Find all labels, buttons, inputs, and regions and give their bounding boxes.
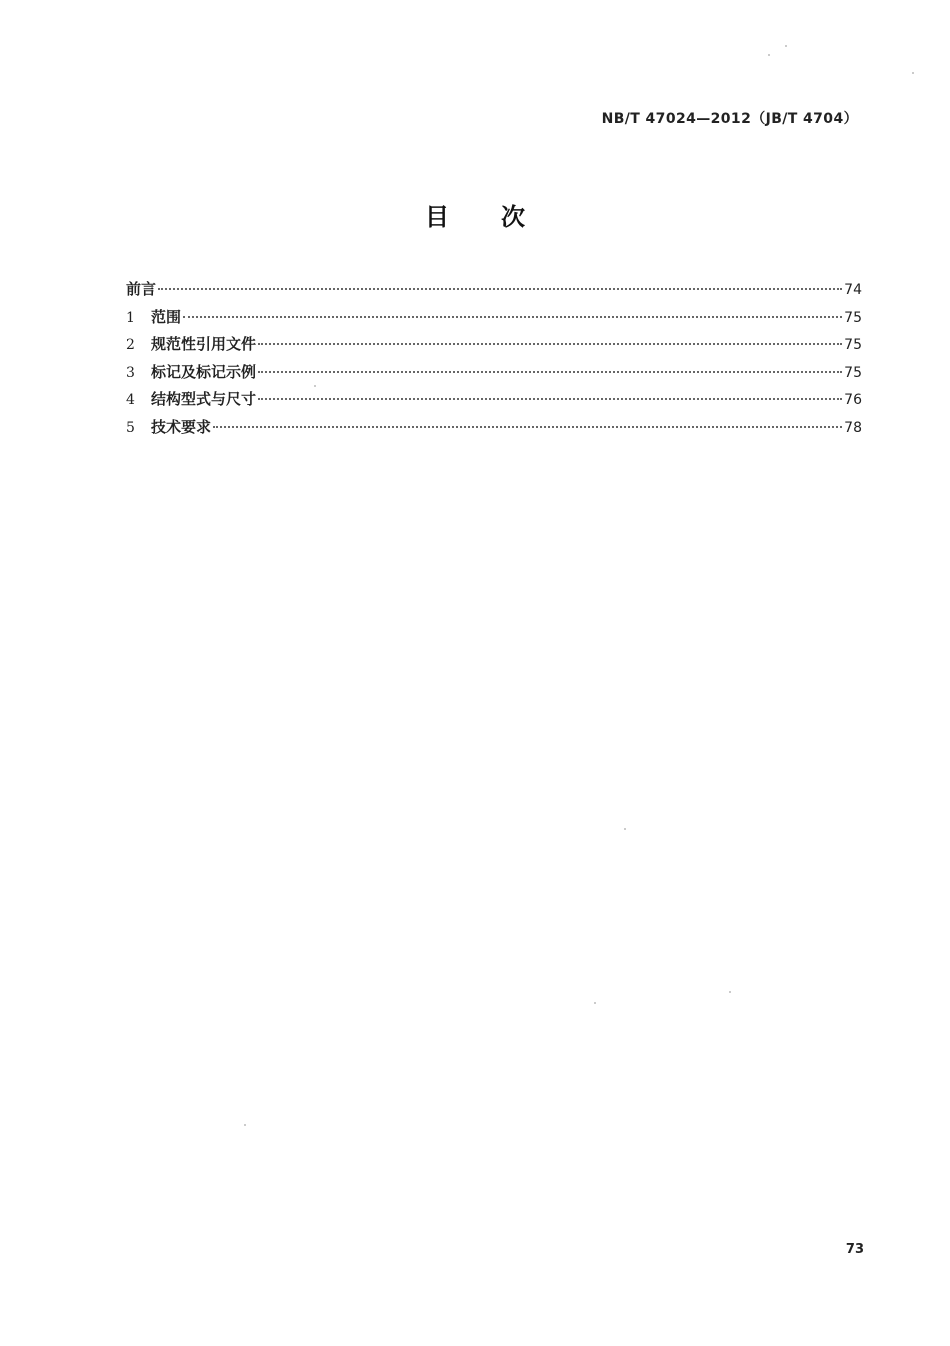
toc-entry-page: 75 [844, 337, 862, 354]
toc-title-char-2: 次 [501, 203, 525, 231]
toc-entry-number: 1 [126, 309, 135, 326]
toc-entry-marking[interactable] [126, 361, 862, 389]
toc-entry-normative-references[interactable] [126, 333, 862, 361]
toc-leader-dots [258, 397, 842, 400]
toc-entry-scope[interactable] [126, 306, 862, 334]
toc-entry-page: 75 [844, 309, 862, 326]
toc-entry-page: 74 [844, 282, 862, 298]
toc-entry-page: 78 [844, 419, 862, 436]
toc-entry-label: 前言 [126, 280, 157, 298]
scan-speck [244, 1124, 246, 1126]
toc-leader-dots [183, 315, 842, 318]
toc-leader-dots [258, 342, 842, 345]
scan-speck [624, 828, 626, 830]
toc-entry-label: 标记及标记示例 [151, 362, 257, 381]
toc-entry-number: 5 [126, 419, 135, 436]
toc-entry-label: 范围 [151, 307, 182, 326]
table-of-contents [126, 278, 862, 444]
scan-speck [912, 72, 914, 74]
scan-speck [729, 991, 731, 993]
toc-entry-label: 结构型式与尺寸 [151, 390, 257, 409]
scan-speck [594, 1002, 596, 1004]
toc-leader-dots [258, 370, 842, 373]
toc-entry-number: 2 [126, 337, 135, 354]
toc-entry-page: 75 [844, 364, 862, 381]
toc-entry-technical-requirements[interactable] [126, 416, 862, 444]
toc-entry-number: 4 [126, 392, 135, 409]
scan-speck [314, 385, 316, 387]
scan-speck [785, 45, 787, 47]
toc-leader-dots [158, 287, 842, 290]
toc-entry-label: 技术要求 [151, 417, 212, 436]
toc-leader-dots [213, 425, 842, 428]
scan-speck [768, 54, 770, 56]
toc-title-char-1: 目 [425, 203, 449, 231]
toc-entry-structure[interactable] [126, 388, 862, 416]
standard-number: NB/T 47024—2012（JB/T 4704） [601, 111, 858, 127]
toc-entry-number: 3 [126, 364, 135, 381]
toc-entry-label: 规范性引用文件 [151, 335, 257, 354]
toc-entry-page: 76 [844, 392, 862, 409]
toc-entry-foreword[interactable] [126, 278, 862, 306]
page-number: 73 [845, 1242, 864, 1257]
toc-title [0, 197, 950, 232]
